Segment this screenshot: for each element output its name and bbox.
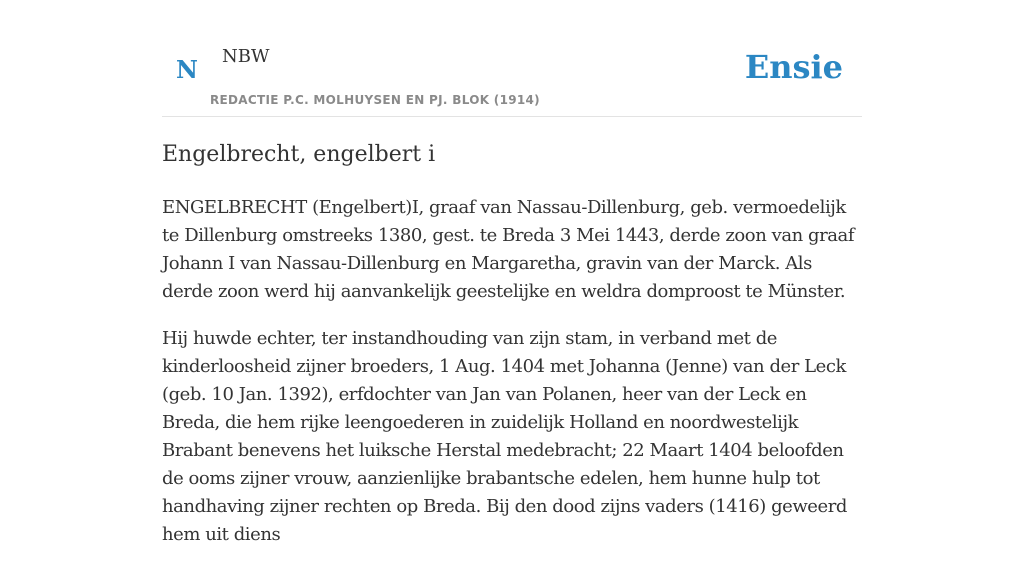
- brand-logo-link[interactable]: Ensie: [744, 48, 843, 86]
- source-subtitle: REDACTIE P.C. MOLHUYSEN EN PJ. BLOK (1914): [210, 93, 540, 107]
- source-logo[interactable]: N: [176, 55, 198, 84]
- source-header: [162, 0, 862, 117]
- page-title: Engelbrecht, engelbert i: [162, 142, 436, 167]
- source-name[interactable]: NBW: [222, 46, 270, 67]
- article-paragraph: ENGELBRECHT (Engelbert)I, graaf van Nassau-Dillenburg, geb. vermoedelijk te Dillenburg omstreeks 1380, gest. te Breda 3 Mei 1443, derde zoon van graaf Johann I van Nassau-Dillenburg en Margaretha, gravin van der Marck. Als derde zoon werd hij aanvankelijk geestelijke en weldra domproost te Münster.: [162, 197, 855, 302]
- article-paragraph: Hij huwde echter, ter instandhouding van zijn stam, in verband met de kinderloosheid zijner broeders, 1 Aug. 1404 met Johanna (Jenne) van der Leck (geb. 10 Jan. 1392), erfdochter van Jan van Polanen, heer van der Leck en Breda, die hem rijke leengoederen in zuidelijk Holland en noordwestelijk Brabant benevens het luiksche Herstal medebracht; 22 Maart 1404 beloofden de ooms zijner vrouw, aanzienlijke brabantsche edelen, hem hunne hulp tot handhaving zijner rechten op Breda. Bij den dood zijns vaders (1416) geweerd hem uit diens: [162, 328, 847, 545]
- article: [162, 138, 864, 568]
